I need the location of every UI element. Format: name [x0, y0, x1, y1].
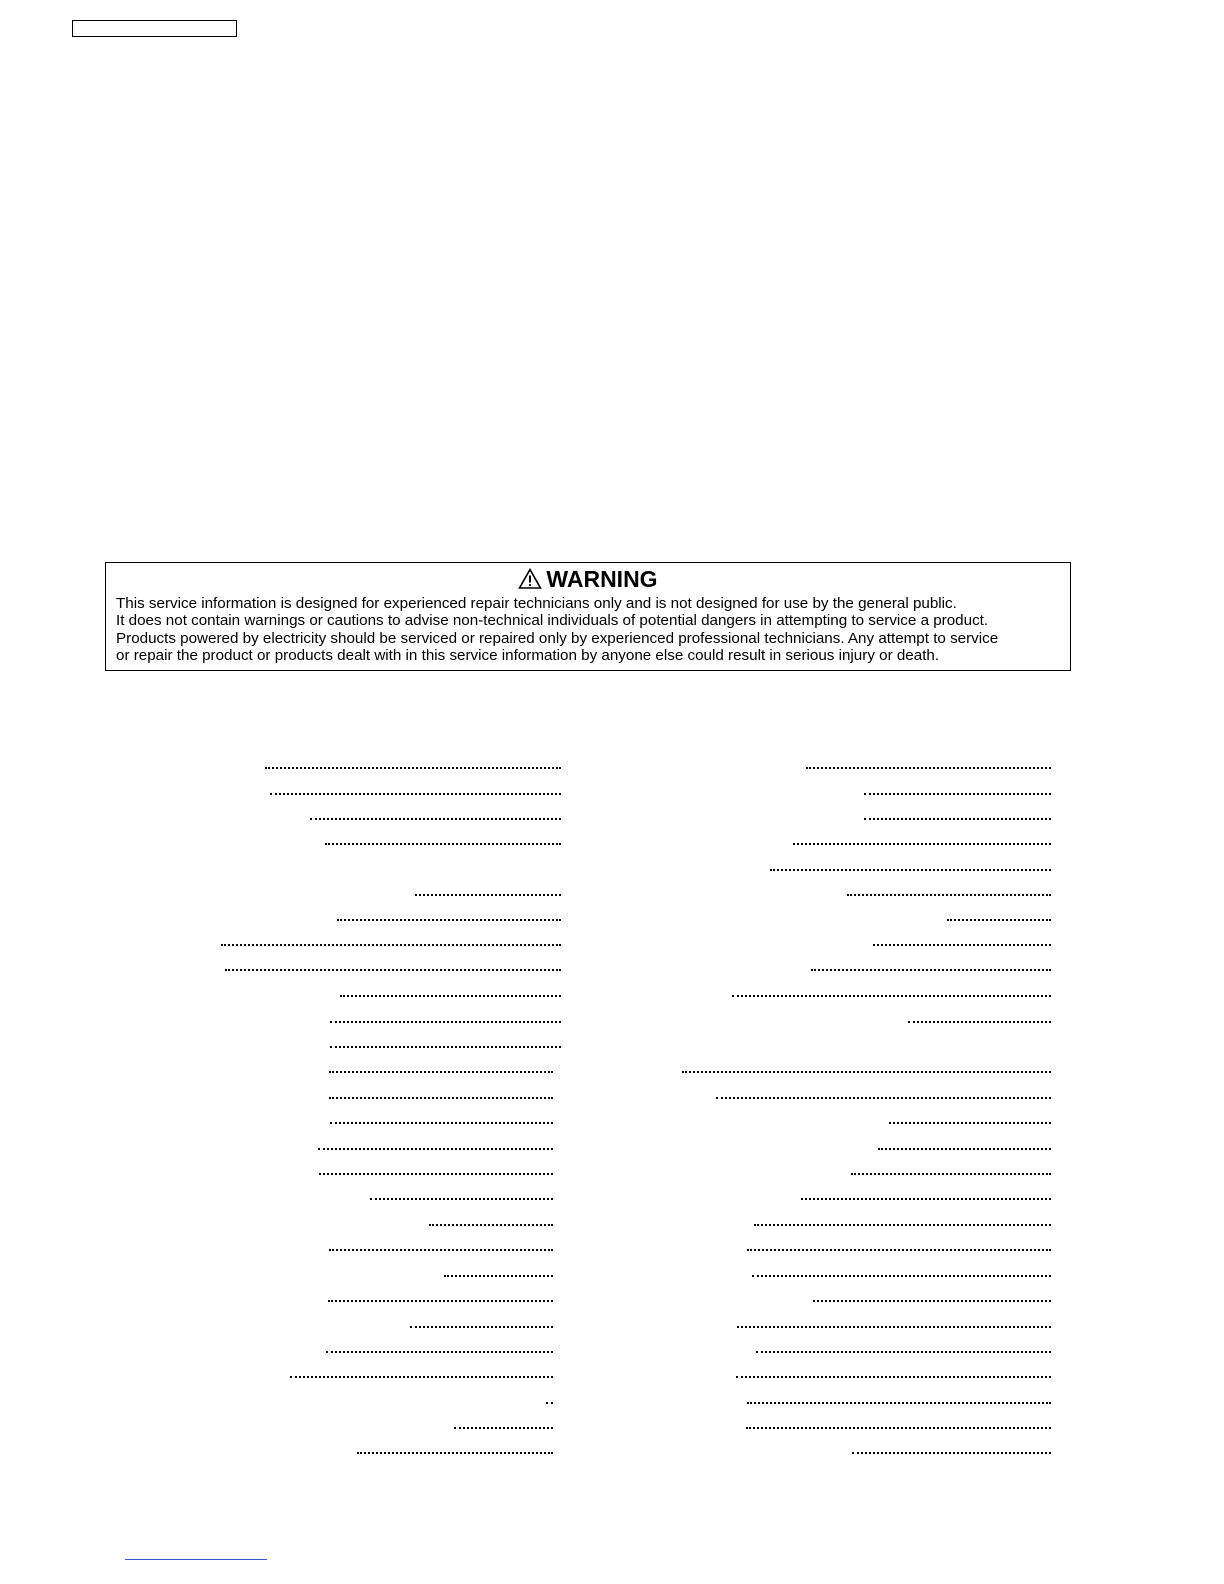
toc-leader — [908, 1021, 1051, 1023]
toc-leader — [546, 1402, 553, 1404]
toc-leader — [221, 944, 561, 946]
toc-leader — [330, 1046, 561, 1048]
toc-leader — [747, 1249, 1051, 1251]
toc-leader — [806, 767, 1051, 769]
warning-line-2: It does not contain warnings or cautions to advise non-technical individuals of potential dangers in attempting to service a product. — [116, 612, 989, 630]
toc-leader — [873, 944, 1051, 946]
toc-leader — [330, 1122, 553, 1124]
warning-box — [105, 562, 1071, 671]
toc-leader — [325, 843, 561, 845]
footer-link-underline[interactable] — [125, 1559, 267, 1560]
toc-leader — [732, 995, 1051, 997]
toc-leader — [947, 919, 1051, 921]
toc-leader — [851, 1173, 1051, 1175]
toc-leader — [813, 1300, 1051, 1302]
warning-heading — [116, 565, 1060, 595]
toc-leader — [770, 869, 1051, 871]
toc-leader — [752, 1275, 1051, 1277]
toc-leader — [337, 919, 561, 921]
toc-leader — [415, 894, 561, 896]
toc-leader — [319, 1173, 553, 1175]
toc-leader — [864, 793, 1051, 795]
toc-leader — [754, 1224, 1051, 1226]
toc-leader — [328, 1300, 553, 1302]
toc-leader — [889, 1122, 1051, 1124]
toc-leader — [682, 1071, 1051, 1073]
toc-leader — [747, 1402, 1051, 1404]
toc-leader — [265, 767, 561, 769]
toc-leader — [878, 1148, 1051, 1150]
toc-leader — [736, 1376, 1051, 1378]
toc-leader — [847, 894, 1051, 896]
toc-leader — [852, 1452, 1051, 1454]
toc-leader — [793, 843, 1051, 845]
toc-leader — [429, 1224, 553, 1226]
warning-line-1: This service information is designed for experienced repair technicians only and is not designed for use by the general public. — [116, 595, 957, 612]
toc-leader — [318, 1148, 553, 1150]
toc-leader — [329, 1249, 553, 1251]
toc-leader — [410, 1326, 553, 1328]
toc-leader — [716, 1097, 1051, 1099]
toc-leader — [225, 969, 561, 971]
toc-leader — [756, 1351, 1051, 1353]
warning-triangle-icon — [518, 568, 542, 589]
warning-line-3: Products powered by electricity should be serviced or repaired only by experienced professional technicians. Any attempt to service — [116, 629, 999, 647]
toc-leader — [310, 818, 561, 820]
toc-leader — [290, 1376, 553, 1378]
toc-leader — [330, 1021, 561, 1023]
toc-leader — [270, 793, 561, 795]
toc-leader — [454, 1427, 553, 1429]
toc-leader — [444, 1275, 553, 1277]
document-id-box — [72, 20, 237, 37]
toc-leader — [340, 995, 561, 997]
warning-title: WARNING — [546, 566, 658, 592]
toc-leader — [357, 1452, 553, 1454]
toc-leader — [326, 1351, 553, 1353]
toc-leader — [329, 1071, 553, 1073]
toc-leader — [811, 969, 1051, 971]
toc-leader — [370, 1198, 553, 1200]
toc-leader — [737, 1326, 1051, 1328]
warning-line-4: or repair the product or products dealt with in this service information by anyone else could result in serious injury or death. — [116, 646, 940, 664]
toc-leader — [329, 1097, 553, 1099]
toc-leader — [746, 1427, 1051, 1429]
toc-leader — [801, 1198, 1051, 1200]
toc-leader — [864, 818, 1051, 820]
